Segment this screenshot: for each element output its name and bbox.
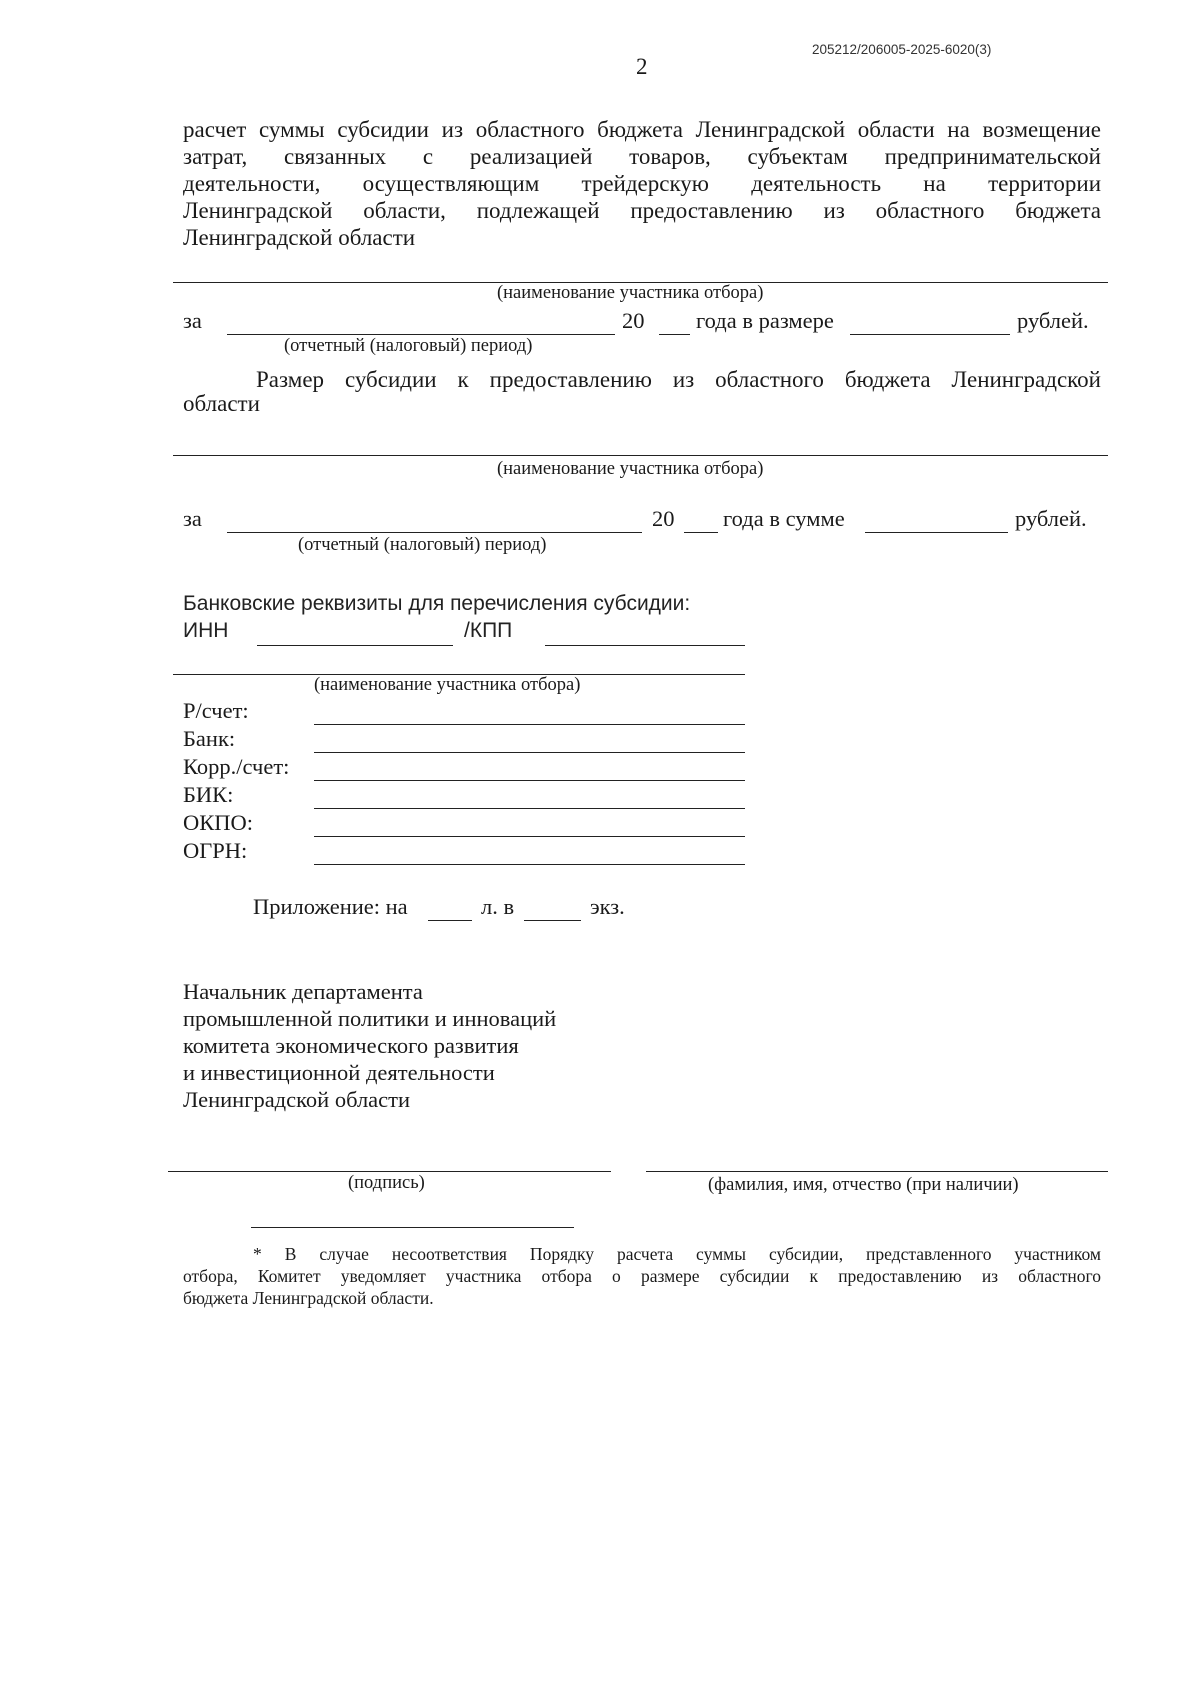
bik-line[interactable] xyxy=(314,808,745,809)
signatory-line: и инвестиционной деятельности xyxy=(183,1060,495,1085)
period-caption-1: (отчетный (налоговый) период) xyxy=(284,336,533,356)
signatory-line: Ленинградской области xyxy=(183,1087,411,1112)
attachment-suffix: экз. xyxy=(590,894,625,919)
year-prefix-1: 20 xyxy=(622,308,645,333)
participant-caption-3: (наименование участника отбора) xyxy=(314,675,581,695)
attachment-sheets-line[interactable] xyxy=(428,920,472,921)
inn-label: ИНН xyxy=(183,619,229,642)
footnote-line: * В случае несоответствия Порядку расчета суммы субсидии, представленного участником xyxy=(253,1244,1101,1264)
kpp-line[interactable] xyxy=(545,645,745,646)
inn-line[interactable] xyxy=(257,645,453,646)
bank-line[interactable] xyxy=(314,752,745,753)
rub-label-2: рублей. xyxy=(1015,506,1087,531)
ogrn-line[interactable] xyxy=(314,864,745,865)
attachment-prefix: Приложение: на xyxy=(253,894,408,919)
page-number: 2 xyxy=(636,54,648,79)
intro-line: деятельности, осуществляющим трейдерскую деятельность на территории xyxy=(183,171,1101,196)
corr-account-line[interactable] xyxy=(314,780,745,781)
amount-line-2[interactable] xyxy=(865,532,1008,533)
participant-name-line-2[interactable] xyxy=(173,455,1108,456)
intro-line: расчет суммы субсидии из областного бюджета Ленинградской области на возмещение xyxy=(183,117,1101,142)
rub-label-1: рублей. xyxy=(1017,308,1089,333)
attachment-middle: л. в xyxy=(481,894,515,919)
bank-details-title: Банковские реквизиты для перечисления субсидии: xyxy=(183,592,691,615)
full-name-line[interactable] xyxy=(646,1171,1108,1172)
subsidy-size-line: Размер субсидии к предоставлению из областного бюджета Ленинградской xyxy=(256,367,1101,392)
signatory-line: промышленной политики и инноваций xyxy=(183,1006,557,1031)
bik-label: БИК: xyxy=(183,782,234,807)
za-label-1: за xyxy=(183,308,202,333)
intro-line: затрат, связанных с реализацией товаров, субъектам предпринимательской xyxy=(183,144,1101,169)
subsidy-size-line2: области xyxy=(183,391,260,416)
intro-line: Ленинградской области, подлежащей предоставлению из областного бюджета xyxy=(183,198,1101,223)
full-name-caption: (фамилия, имя, отчество (при наличии) xyxy=(708,1175,1019,1195)
period-line-2[interactable] xyxy=(227,532,642,533)
intro-line: Ленинградской области xyxy=(183,225,416,250)
period-caption-2: (отчетный (налоговый) период) xyxy=(298,535,547,555)
year-line-1[interactable] xyxy=(659,334,690,335)
footnote-line: отбора, Комитет уведомляет участника отбора о размере субсидии к предоставлению из областного xyxy=(183,1266,1101,1286)
year-suffix-2: года в сумме xyxy=(723,506,845,531)
participant-caption-1: (наименование участника отбора) xyxy=(497,283,764,303)
signatory-line: комитета экономического развития xyxy=(183,1033,519,1058)
participant-caption-2: (наименование участника отбора) xyxy=(497,459,764,479)
account-label: Р/счет: xyxy=(183,698,249,723)
okpo-label: ОКПО: xyxy=(183,810,254,835)
account-line[interactable] xyxy=(314,724,745,725)
footnote-separator xyxy=(251,1227,574,1228)
okpo-line[interactable] xyxy=(314,836,745,837)
kpp-label: /КПП xyxy=(464,619,513,642)
bank-label: Банк: xyxy=(183,726,236,751)
signature-line[interactable] xyxy=(168,1171,611,1172)
signatory-line: Начальник департамента xyxy=(183,979,423,1004)
year-prefix-2: 20 xyxy=(652,506,675,531)
corr-account-label: Корр./счет: xyxy=(183,754,290,779)
ogrn-label: ОГРН: xyxy=(183,838,248,863)
year-line-2[interactable] xyxy=(684,532,718,533)
signature-caption: (подпись) xyxy=(348,1173,425,1193)
year-suffix-1: года в размере xyxy=(696,308,834,333)
document-number: 205212/206005-2025-6020(3) xyxy=(812,42,992,57)
period-line-1[interactable] xyxy=(227,334,615,335)
footnote-line: бюджета Ленинградской области. xyxy=(183,1288,434,1308)
amount-line-1[interactable] xyxy=(850,334,1010,335)
za-label-2: за xyxy=(183,506,202,531)
attachment-copies-line[interactable] xyxy=(524,920,581,921)
